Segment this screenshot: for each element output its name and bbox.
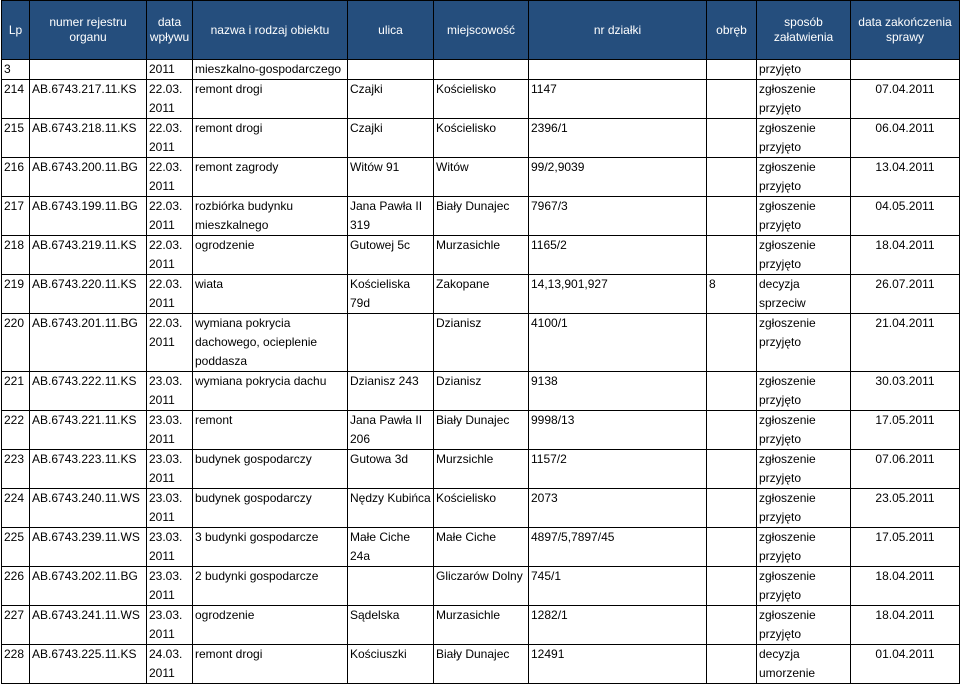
cell-resolution: zgłoszenie przyjęto	[757, 372, 851, 411]
cell-plot-number: 99/2,9039	[529, 158, 707, 197]
cell-closing-date: 07.04.2011	[851, 80, 960, 119]
cell-closing-date: 18.04.2011	[851, 606, 960, 645]
cell-precinct	[707, 119, 757, 158]
cell-object-name: remont drogi	[193, 645, 348, 684]
table-row	[2, 60, 960, 80]
cell-lp: 228	[2, 645, 30, 684]
cell-receipt-date: 23.03. 2011	[147, 411, 193, 450]
cell-closing-date: 07.06.2011	[851, 450, 960, 489]
cell-object-name: mieszkalno-gospodarczego	[193, 60, 348, 80]
cell-street: Jana Pawła II 206	[348, 411, 434, 450]
cell-lp: 227	[2, 606, 30, 645]
cell-register-number	[30, 60, 147, 80]
cell-object-name: wiata	[193, 275, 348, 314]
cell-street: Dzianisz 243	[348, 372, 434, 411]
cell-register-number: AB.6743.241.11.WS	[30, 606, 147, 645]
cell-precinct	[707, 80, 757, 119]
cell-plot-number: 1165/2	[529, 236, 707, 275]
cell-precinct: 8	[707, 275, 757, 314]
cell-plot-number: 7967/3	[529, 197, 707, 236]
cell-register-number: AB.6743.200.11.BG	[30, 158, 147, 197]
cell-register-number: AB.6743.202.11.BG	[30, 567, 147, 606]
table-row	[2, 489, 960, 528]
cell-street: Kościuszki	[348, 645, 434, 684]
cell-lp: 3	[2, 60, 30, 80]
cell-precinct	[707, 197, 757, 236]
cell-street: Jana Pawła II 319	[348, 197, 434, 236]
cell-plot-number: 4100/1	[529, 314, 707, 372]
cell-receipt-date: 23.03. 2011	[147, 567, 193, 606]
cell-register-number: AB.6743.225.11.KS	[30, 645, 147, 684]
cell-object-name: 3 budynki gospodarcze	[193, 528, 348, 567]
cell-receipt-date: 22.03. 2011	[147, 197, 193, 236]
table-row	[2, 450, 960, 489]
cell-object-name: budynek gospodarczy	[193, 489, 348, 528]
header-register-number: numer rejestru organu	[30, 1, 147, 60]
cell-closing-date: 18.04.2011	[851, 567, 960, 606]
cell-register-number: AB.6743.220.11.KS	[30, 275, 147, 314]
table-row	[2, 567, 960, 606]
header-street: ulica	[348, 1, 434, 60]
cell-plot-number: 4897/5,7897/45	[529, 528, 707, 567]
table-row	[2, 314, 960, 372]
cell-precinct	[707, 450, 757, 489]
cell-lp: 226	[2, 567, 30, 606]
cell-precinct	[707, 314, 757, 372]
cell-precinct	[707, 158, 757, 197]
cell-closing-date: 06.04.2011	[851, 119, 960, 158]
cell-lp: 224	[2, 489, 30, 528]
header-plot-number: nr działki	[529, 1, 707, 60]
cell-resolution: zgłoszenie przyjęto	[757, 606, 851, 645]
cell-street: Czajki	[348, 80, 434, 119]
table-row	[2, 528, 960, 567]
cell-plot-number: 12491	[529, 645, 707, 684]
cell-receipt-date: 2011	[147, 60, 193, 80]
cell-lp: 225	[2, 528, 30, 567]
cell-plot-number: 14,13,901,927	[529, 275, 707, 314]
cell-street: Gutowa 3d	[348, 450, 434, 489]
cell-closing-date: 23.05.2011	[851, 489, 960, 528]
cell-receipt-date: 23.03. 2011	[147, 528, 193, 567]
cell-street	[348, 314, 434, 372]
cell-resolution: decyzja umorzenie	[757, 645, 851, 684]
cell-register-number: AB.6743.217.11.KS	[30, 80, 147, 119]
cell-receipt-date: 23.03. 2011	[147, 450, 193, 489]
cell-precinct	[707, 411, 757, 450]
cell-street: Małe Ciche 24a	[348, 528, 434, 567]
cell-precinct	[707, 489, 757, 528]
cell-receipt-date: 23.03. 2011	[147, 606, 193, 645]
cell-plot-number: 2396/1	[529, 119, 707, 158]
cell-plot-number: 1147	[529, 80, 707, 119]
cell-closing-date: 17.05.2011	[851, 411, 960, 450]
table-row	[2, 606, 960, 645]
cell-closing-date: 17.05.2011	[851, 528, 960, 567]
cell-town: Kościelisko	[434, 80, 529, 119]
cell-plot-number: 9998/13	[529, 411, 707, 450]
cell-object-name: wymiana pokrycia dachu	[193, 372, 348, 411]
cell-plot-number: 9138	[529, 372, 707, 411]
cell-precinct	[707, 236, 757, 275]
cell-town: Biały Dunajec	[434, 197, 529, 236]
cell-town: Dzianisz	[434, 314, 529, 372]
cell-object-name: ogrodzenie	[193, 606, 348, 645]
cell-object-name: remont drogi	[193, 80, 348, 119]
header-receipt-date: data wpływu	[147, 1, 193, 60]
table-row	[2, 119, 960, 158]
table-body	[2, 60, 960, 684]
cell-town: Murzasichle	[434, 606, 529, 645]
cell-closing-date: 30.03.2011	[851, 372, 960, 411]
cell-plot-number: 1282/1	[529, 606, 707, 645]
cell-lp: 223	[2, 450, 30, 489]
cell-object-name: 2 budynki gospodarcze	[193, 567, 348, 606]
cell-town: Kościelisko	[434, 489, 529, 528]
cell-lp: 221	[2, 372, 30, 411]
table-row	[2, 372, 960, 411]
cell-receipt-date: 23.03. 2011	[147, 372, 193, 411]
cell-object-name: remont drogi	[193, 119, 348, 158]
table-row	[2, 80, 960, 119]
cell-resolution: zgłoszenie przyjęto	[757, 567, 851, 606]
cell-precinct	[707, 606, 757, 645]
cell-resolution: zgłoszenie przyjęto	[757, 236, 851, 275]
cell-closing-date: 13.04.2011	[851, 158, 960, 197]
cell-precinct	[707, 645, 757, 684]
cell-receipt-date: 22.03. 2011	[147, 236, 193, 275]
cell-closing-date: 21.04.2011	[851, 314, 960, 372]
table-row	[2, 158, 960, 197]
cell-lp: 215	[2, 119, 30, 158]
cell-street	[348, 567, 434, 606]
cell-plot-number: 745/1	[529, 567, 707, 606]
cell-receipt-date: 22.03. 2011	[147, 119, 193, 158]
cell-town	[434, 60, 529, 80]
cell-register-number: AB.6743.221.11.KS	[30, 411, 147, 450]
cell-lp: 222	[2, 411, 30, 450]
cell-register-number: AB.6743.222.11.KS	[30, 372, 147, 411]
cell-street: Kościeliska 79d	[348, 275, 434, 314]
cell-town: Zakopane	[434, 275, 529, 314]
cell-resolution: zgłoszenie przyjęto	[757, 411, 851, 450]
cell-closing-date: 18.04.2011	[851, 236, 960, 275]
cell-town: Kościelisko	[434, 119, 529, 158]
cell-plot-number: 2073	[529, 489, 707, 528]
cell-resolution: zgłoszenie przyjęto	[757, 489, 851, 528]
table-row	[2, 275, 960, 314]
cell-receipt-date: 22.03. 2011	[147, 158, 193, 197]
cell-object-name: budynek gospodarczy	[193, 450, 348, 489]
cell-street: Witów 91	[348, 158, 434, 197]
cell-resolution: zgłoszenie przyjęto	[757, 158, 851, 197]
cell-lp: 220	[2, 314, 30, 372]
cell-register-number: AB.6743.201.11.BG	[30, 314, 147, 372]
cell-closing-date: 04.05.2011	[851, 197, 960, 236]
cell-street: Nędzy Kubińca	[348, 489, 434, 528]
cell-register-number: AB.6743.239.11.WS	[30, 528, 147, 567]
cell-register-number: AB.6743.223.11.KS	[30, 450, 147, 489]
cell-precinct	[707, 60, 757, 80]
header-row	[2, 1, 960, 60]
cell-receipt-date: 22.03. 2011	[147, 314, 193, 372]
cell-lp: 214	[2, 80, 30, 119]
header-precinct: obręb	[707, 1, 757, 60]
cell-resolution: zgłoszenie przyjęto	[757, 450, 851, 489]
cell-register-number: AB.6743.219.11.KS	[30, 236, 147, 275]
cell-resolution: zgłoszenie przyjęto	[757, 197, 851, 236]
cell-town: Murzsichle	[434, 450, 529, 489]
cell-street: Sądelska	[348, 606, 434, 645]
table-row	[2, 411, 960, 450]
header-town: miejscowość	[434, 1, 529, 60]
cell-precinct	[707, 528, 757, 567]
cell-resolution: zgłoszenie przyjęto	[757, 80, 851, 119]
cell-resolution: zgłoszenie przyjęto	[757, 314, 851, 372]
cell-town: Witów	[434, 158, 529, 197]
register-table	[1, 0, 960, 684]
table-row	[2, 645, 960, 684]
cell-register-number: AB.6743.240.11.WS	[30, 489, 147, 528]
cell-resolution: zgłoszenie przyjęto	[757, 528, 851, 567]
cell-resolution: przyjęto	[757, 60, 851, 80]
header-resolution: sposób załatwienia	[757, 1, 851, 60]
cell-object-name: rozbiórka budynku mieszkalnego	[193, 197, 348, 236]
table-row	[2, 197, 960, 236]
header-closing-date: data zakończenia sprawy	[851, 1, 960, 60]
cell-closing-date	[851, 60, 960, 80]
cell-plot-number	[529, 60, 707, 80]
cell-street	[348, 60, 434, 80]
cell-precinct	[707, 567, 757, 606]
cell-lp: 216	[2, 158, 30, 197]
cell-object-name: wymiana pokrycia dachowego, ocieplenie poddasza	[193, 314, 348, 372]
header-lp: Lp	[2, 1, 30, 60]
cell-receipt-date: 22.03. 2011	[147, 275, 193, 314]
cell-lp: 218	[2, 236, 30, 275]
table-row	[2, 236, 960, 275]
cell-receipt-date: 24.03. 2011	[147, 645, 193, 684]
cell-register-number: AB.6743.199.11.BG	[30, 197, 147, 236]
cell-resolution: decyzja sprzeciw	[757, 275, 851, 314]
cell-plot-number: 1157/2	[529, 450, 707, 489]
cell-precinct	[707, 372, 757, 411]
cell-resolution: zgłoszenie przyjęto	[757, 119, 851, 158]
header-object-name: nazwa i rodzaj obiektu	[193, 1, 348, 60]
cell-street: Gutowej 5c	[348, 236, 434, 275]
cell-object-name: remont zagrody	[193, 158, 348, 197]
cell-lp: 217	[2, 197, 30, 236]
cell-street: Czajki	[348, 119, 434, 158]
cell-town: Murzasichle	[434, 236, 529, 275]
cell-town: Biały Dunajec	[434, 645, 529, 684]
cell-receipt-date: 22.03. 2011	[147, 80, 193, 119]
cell-register-number: AB.6743.218.11.KS	[30, 119, 147, 158]
cell-lp: 219	[2, 275, 30, 314]
cell-object-name: remont	[193, 411, 348, 450]
cell-town: Gliczarów Dolny	[434, 567, 529, 606]
cell-closing-date: 26.07.2011	[851, 275, 960, 314]
cell-closing-date: 01.04.2011	[851, 645, 960, 684]
cell-town: Małe Ciche	[434, 528, 529, 567]
cell-receipt-date: 23.03. 2011	[147, 489, 193, 528]
cell-object-name: ogrodzenie	[193, 236, 348, 275]
cell-town: Dzianisz	[434, 372, 529, 411]
cell-town: Biały Dunajec	[434, 411, 529, 450]
